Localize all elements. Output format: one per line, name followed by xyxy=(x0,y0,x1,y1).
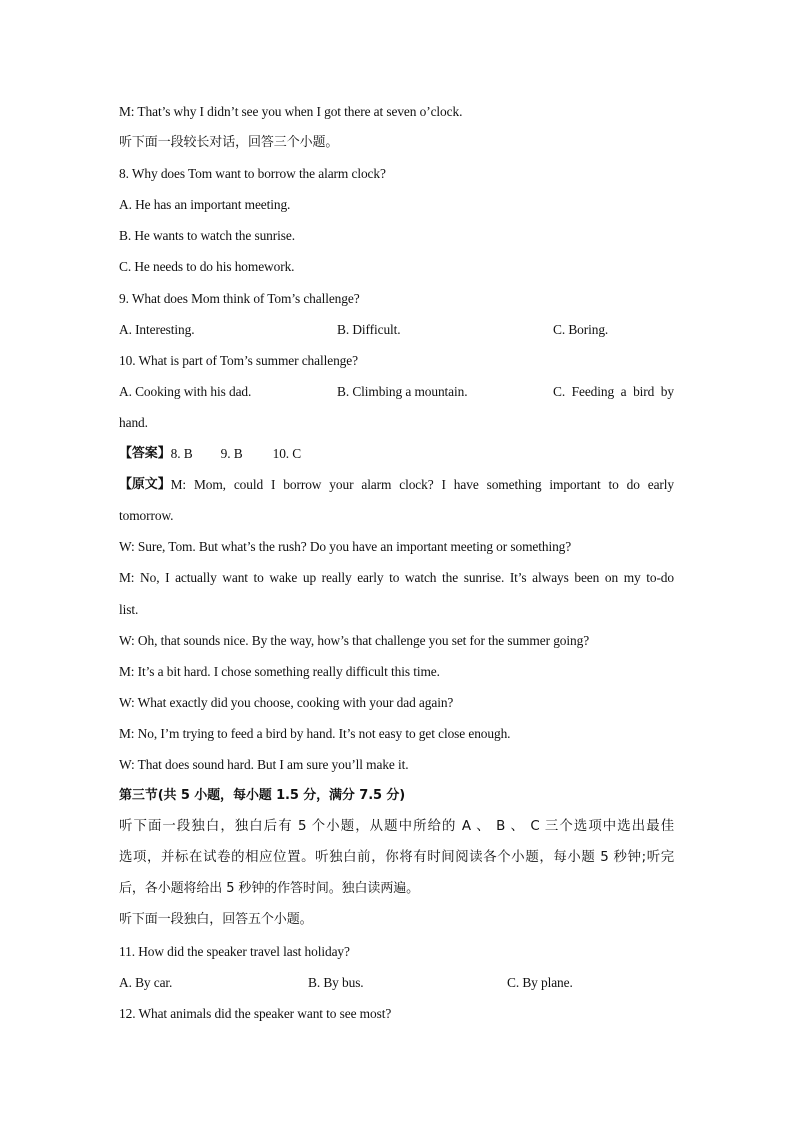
transcript-label: 【原文】 xyxy=(119,477,171,493)
answer-9: 9. B xyxy=(220,446,243,462)
transcript-line: M: No, I’m trying to feed a bird by hand. It’s not easy to get close enough. xyxy=(119,725,511,741)
dialogue-line: M: That’s why I didn’t see you when I got there at seven o’clock. xyxy=(119,104,463,119)
transcript-line: tomorrow. xyxy=(119,508,174,524)
transcript-line: M: It’s a bit hard. I chose something really difficult this time. xyxy=(119,663,440,679)
question-9: 9. What does Mom think of Tom’s challenge? xyxy=(119,290,360,306)
question-10-option-a: A. Cooking with his dad. xyxy=(119,383,252,399)
question-11: 11. How did the speaker travel last holiday? xyxy=(119,943,350,959)
transcript-first-line xyxy=(119,469,674,500)
transcript-line: W: Sure, Tom. But what’s the rush? Do you have an important meeting or something? xyxy=(119,539,572,555)
section-3-instruction: 后，各小题将给出 5 秒钟的作答时间。独白读两遍。 xyxy=(119,881,420,897)
question-10: 10. What is part of Tom’s summer challenge? xyxy=(119,352,358,368)
transcript-line: W: Oh, that sounds nice. By the way, how’s that challenge you set for the summer going? xyxy=(119,632,590,648)
question-10-option-b: B. Climbing a mountain. xyxy=(337,383,468,399)
question-11-option-b: B. By bus. xyxy=(308,974,364,990)
transcript-line: W: That does sound hard. But I am sure you’ll make it. xyxy=(119,756,409,772)
question-10-options xyxy=(119,376,674,407)
question-8-option-c: C. He needs to do his homework. xyxy=(119,259,295,275)
question-10-option-c-cont: hand. xyxy=(119,414,148,430)
question-12: 12. What animals did the speaker want to see most? xyxy=(119,1005,392,1021)
question-8-option-a: A. He has an important meeting. xyxy=(119,197,291,213)
section-3-instruction: 听下面一段独白，独白后有 5 个小题，从题中所给的 A 、 B 、 C 三个选项中选出最佳 xyxy=(119,819,674,835)
question-11-options xyxy=(119,967,674,998)
question-8-option-b: B. He wants to watch the sunrise. xyxy=(119,228,295,244)
answer-10: 10. C xyxy=(272,446,302,462)
section-3-instruction: 选项，并标在试卷的相应位置。听独白前，你将有时间阅读各个小题，每小题 5 秒钟;听完 xyxy=(119,850,674,866)
transcript-line: M: Mom, could I borrow your alarm clock? I have something important to do early xyxy=(170,477,674,493)
answer-8: 8. B xyxy=(170,446,193,462)
question-9-options xyxy=(119,314,674,345)
transcript-line: M: No, I actually want to wake up really early to watch the sunrise. It’s always been on my to-do xyxy=(119,570,674,586)
section-instruction: 听下面一段较长对话，回答三个小题。 xyxy=(119,135,339,151)
question-9-option-a: A. Interesting. xyxy=(119,321,195,337)
answer-label: 【答案】 xyxy=(119,446,171,462)
question-9-option-b: B. Difficult. xyxy=(337,321,401,337)
question-9-option-c: C. Boring. xyxy=(553,321,609,337)
question-11-option-c: C. By plane. xyxy=(507,974,573,990)
answer-row xyxy=(119,438,674,469)
question-10-option-c: C. Feeding a bird by xyxy=(553,383,674,399)
document-page xyxy=(119,96,674,1029)
question-11-option-a: A. By car. xyxy=(119,974,173,990)
transcript-line: W: What exactly did you choose, cooking with your dad again? xyxy=(119,694,454,710)
section-3-heading: 第三节(共 5 小题，每小题 1.5 分，满分 7.5 分) xyxy=(119,788,406,804)
section-3-instruction: 听下面一段独白，回答五个小题。 xyxy=(119,912,313,928)
transcript-line: list. xyxy=(119,601,139,617)
question-8: 8. Why does Tom want to borrow the alarm clock? xyxy=(119,166,386,182)
